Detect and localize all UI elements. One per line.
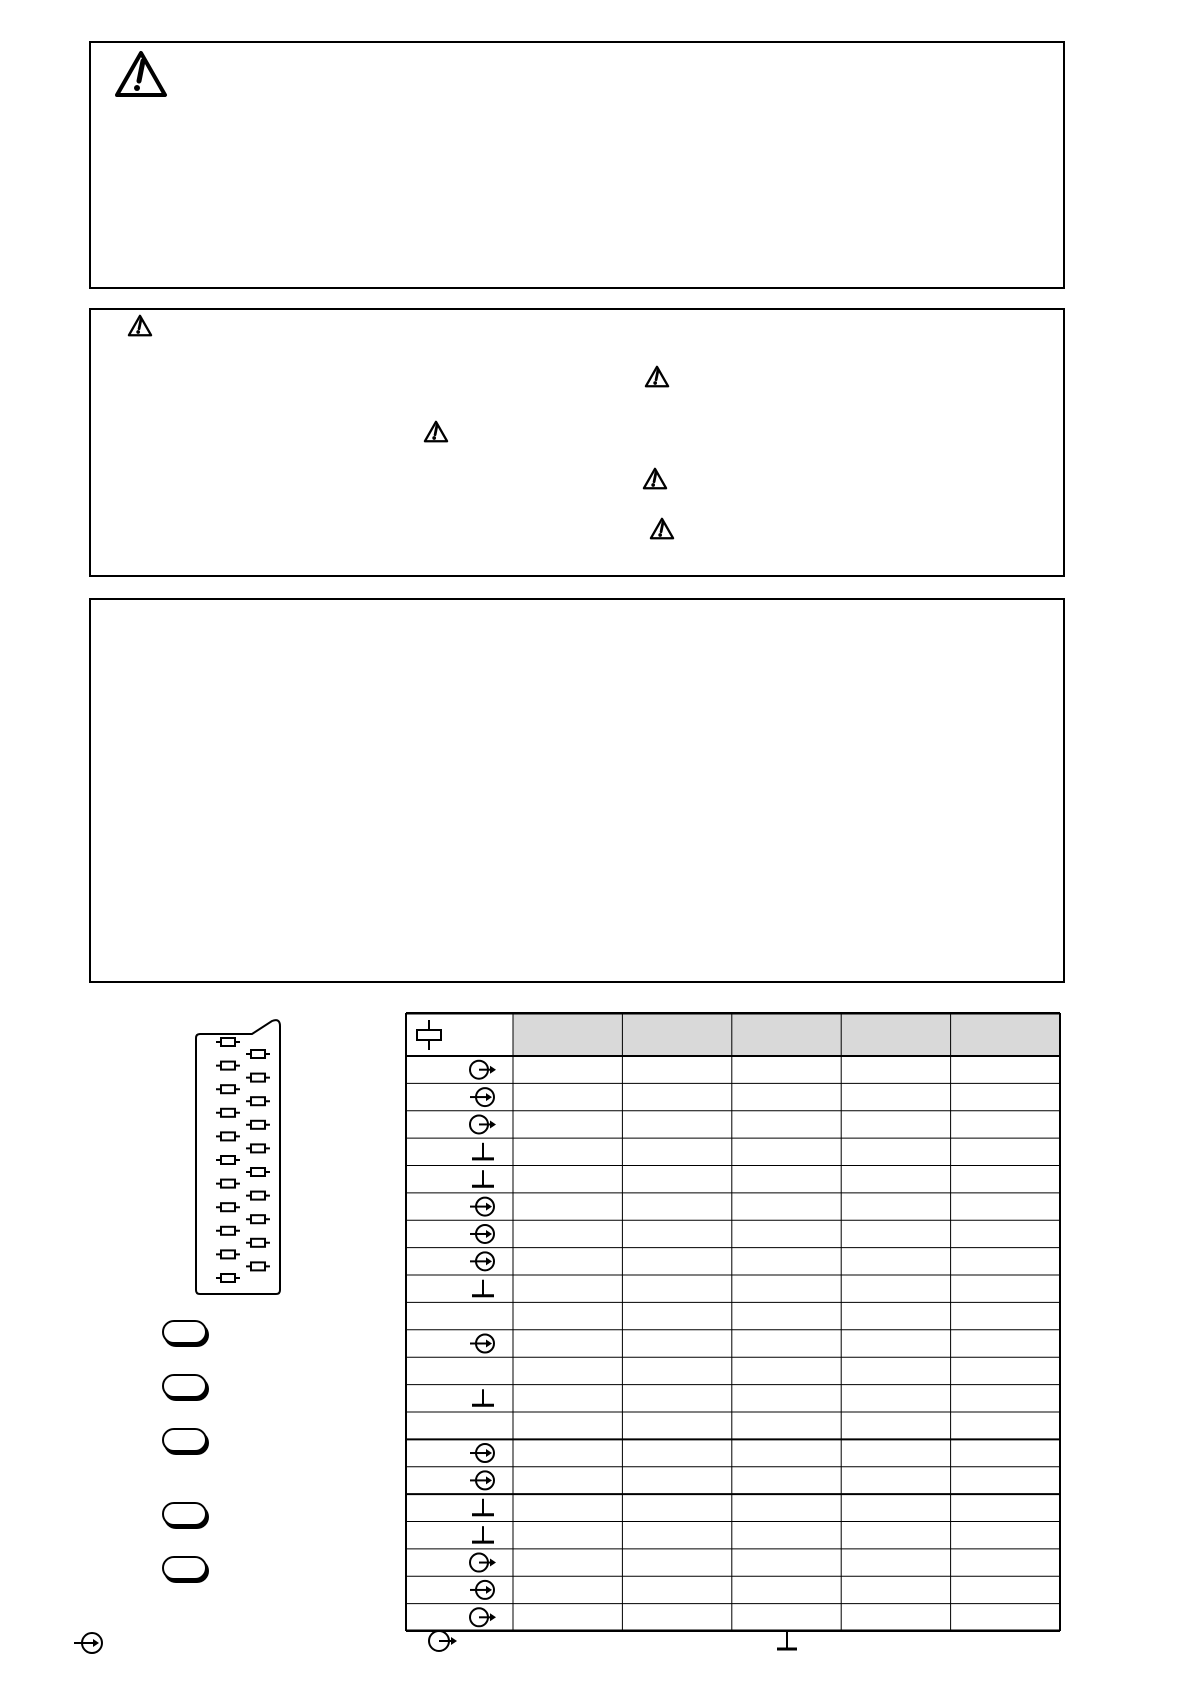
warning-triangle-icon — [644, 365, 670, 389]
ground-icon — [472, 1280, 494, 1296]
ground-icon — [472, 1526, 494, 1542]
rounded-key-icon — [162, 1374, 207, 1398]
ground-icon — [472, 1143, 494, 1159]
ground-icon — [774, 1628, 800, 1654]
input-arrow-icon — [470, 1581, 494, 1599]
input-arrow-icon — [470, 1225, 494, 1243]
rounded-key-icon — [162, 1556, 207, 1580]
ground-icon — [472, 1170, 494, 1186]
pin-icon — [417, 1020, 441, 1050]
input-arrow-icon — [470, 1252, 494, 1270]
rounded-key-icon — [162, 1320, 207, 1344]
output-arrow-icon — [470, 1608, 496, 1626]
pin-table — [405, 1012, 1061, 1632]
input-arrow-icon — [470, 1444, 494, 1462]
input-arrow-icon — [470, 1088, 494, 1106]
rounded-key-icon — [162, 1502, 207, 1526]
warning-triangle-icon — [113, 49, 169, 101]
warning-triangle-icon — [649, 517, 675, 541]
output-arrow-icon — [470, 1115, 496, 1133]
input-arrow-icon — [72, 1630, 106, 1656]
warning-triangle-icon — [423, 420, 449, 444]
table-header-row — [513, 1013, 1060, 1056]
input-arrow-icon — [470, 1471, 494, 1489]
notice-box-3 — [89, 598, 1065, 983]
input-arrow-icon — [470, 1198, 494, 1216]
ground-icon — [472, 1389, 494, 1405]
output-arrow-icon — [470, 1554, 496, 1572]
warning-triangle-icon — [127, 314, 153, 338]
output-arrow-icon — [426, 1628, 460, 1654]
notice-box-2 — [89, 308, 1065, 577]
warning-triangle-icon — [642, 467, 668, 491]
output-arrow-icon — [470, 1061, 496, 1079]
rounded-key-icon — [162, 1428, 207, 1452]
ground-icon — [472, 1499, 494, 1515]
notice-box-1 — [89, 41, 1065, 289]
scart-connector-icon — [190, 1018, 295, 1300]
input-arrow-icon — [470, 1335, 494, 1353]
